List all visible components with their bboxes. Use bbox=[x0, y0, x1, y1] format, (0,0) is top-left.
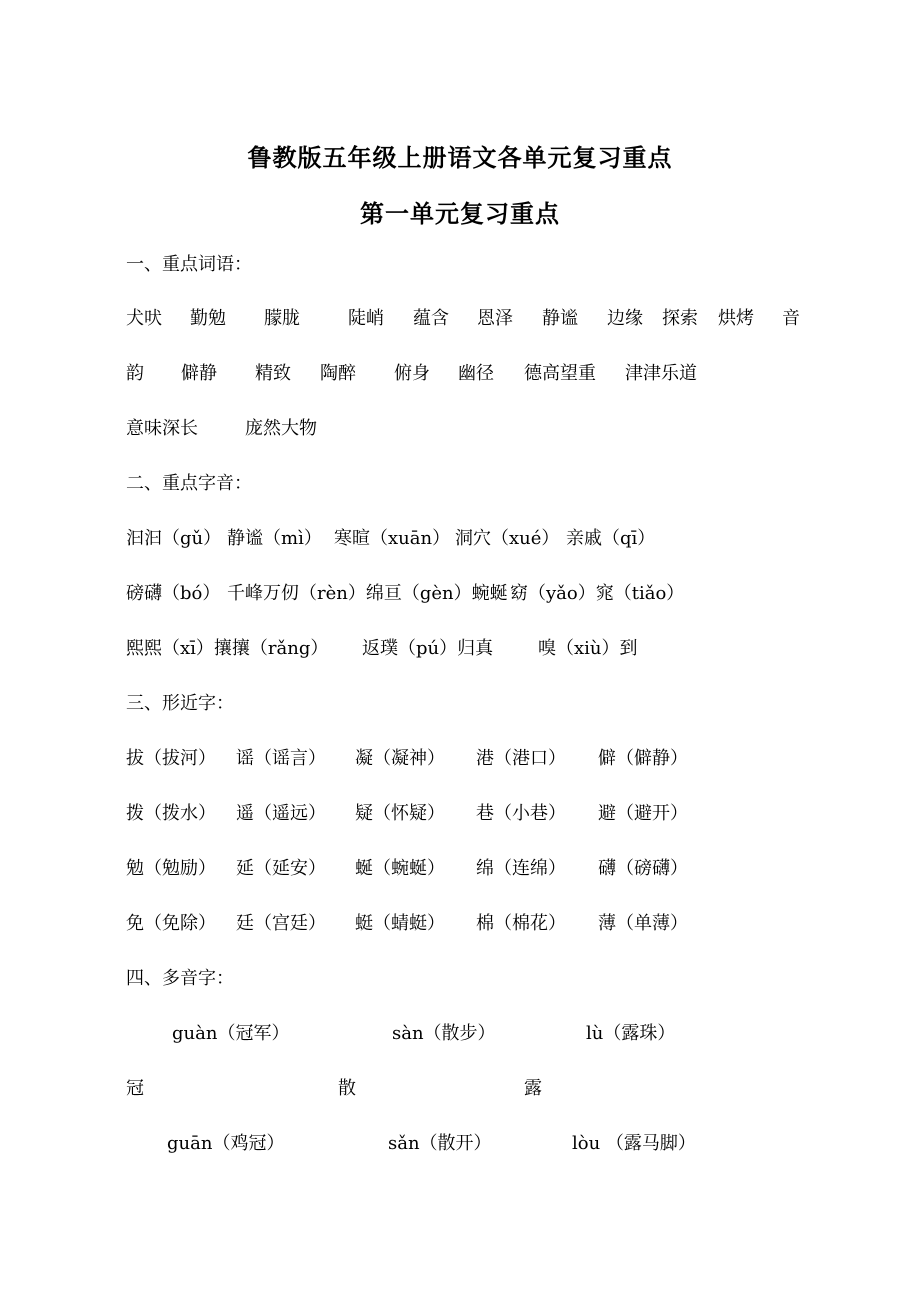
similar-char-item: 港（港口） bbox=[476, 748, 566, 769]
polyphone-char: 冠 bbox=[126, 1078, 144, 1099]
similar-char-item: 拨（拨水） bbox=[126, 803, 216, 824]
similar-char-item: 疑（怀疑） bbox=[355, 803, 445, 824]
polyphone-reading: lòu （露马脚） bbox=[572, 1133, 696, 1154]
word: 边缘 bbox=[607, 308, 643, 329]
word: 德高望重 bbox=[524, 363, 596, 384]
polyphone-char: 散 bbox=[338, 1078, 356, 1099]
similar-char-item: 勉（勉励） bbox=[126, 858, 216, 879]
similar-char-item: 礴（磅礴） bbox=[598, 858, 688, 879]
pronunciation-item: 嗅（xiù）到 bbox=[538, 638, 638, 659]
similar-char-item: 免（免除） bbox=[126, 913, 216, 934]
pronunciation-item: 千峰万仞（rèn）绵亘（gèn）蜿蜒 bbox=[227, 583, 508, 604]
section-heading-similar-chars: 三、形近字： bbox=[126, 693, 234, 714]
word: 俯身 bbox=[394, 363, 430, 384]
polyphone-reading: guàn（冠军） bbox=[172, 1023, 290, 1044]
document-title: 鲁教版五年级上册语文各单元复习重点 bbox=[247, 143, 673, 172]
similar-char-item: 棉（棉花） bbox=[476, 913, 566, 934]
word: 静谧 bbox=[542, 308, 578, 329]
pronunciation-item: 窈（yǎo）窕（tiǎo） bbox=[510, 583, 685, 604]
word: 恩泽 bbox=[477, 308, 513, 329]
pronunciation-item: 熙熙（xī）攘攘（rǎng） bbox=[126, 638, 329, 659]
polyphone-reading: sàn（散步） bbox=[392, 1023, 496, 1044]
pronunciation-item: 汩汩（gǔ） bbox=[126, 528, 222, 549]
polyphone-reading: sǎn（散开） bbox=[388, 1133, 492, 1154]
word: 韵 bbox=[126, 363, 144, 384]
similar-char-item: 遥（遥远） bbox=[236, 803, 326, 824]
word: 幽径 bbox=[458, 363, 494, 384]
section-heading-polyphones: 四、多音字： bbox=[126, 968, 234, 989]
similar-char-item: 蜓（蜻蜓） bbox=[355, 913, 445, 934]
word: 庞然大物 bbox=[245, 418, 317, 439]
section-heading-pronunciation: 二、重点字音： bbox=[126, 473, 252, 494]
section-heading-key-words: 一、重点词语： bbox=[126, 254, 252, 275]
word: 意味深长 bbox=[126, 418, 198, 439]
pronunciation-item: 返璞（pú）归真 bbox=[362, 638, 494, 659]
word: 音 bbox=[782, 308, 800, 329]
word: 蕴含 bbox=[413, 308, 449, 329]
pronunciation-item: 磅礴（bó） bbox=[126, 583, 221, 604]
similar-char-item: 避（避开） bbox=[598, 803, 688, 824]
polyphone-reading: lù（露珠） bbox=[586, 1023, 676, 1044]
polyphone-char: 露 bbox=[524, 1078, 542, 1099]
similar-char-item: 凝（凝神） bbox=[355, 748, 445, 769]
pronunciation-item: 静谧（mì） bbox=[227, 528, 322, 549]
polyphone-reading: guān（鸡冠） bbox=[167, 1133, 285, 1154]
unit-title: 第一单元复习重点 bbox=[360, 199, 560, 228]
word: 探索 bbox=[662, 308, 698, 329]
pronunciation-item: 洞穴（xué） bbox=[455, 528, 560, 549]
word: 朦胧 bbox=[264, 308, 300, 329]
similar-char-item: 谣（谣言） bbox=[236, 748, 326, 769]
word: 勤勉 bbox=[190, 308, 226, 329]
similar-char-item: 巷（小巷） bbox=[476, 803, 566, 824]
pronunciation-item: 寒暄（xuān） bbox=[334, 528, 451, 549]
word: 津津乐道 bbox=[625, 363, 697, 384]
similar-char-item: 延（延安） bbox=[236, 858, 326, 879]
similar-char-item: 僻（僻静） bbox=[598, 748, 688, 769]
pronunciation-item: 亲戚（qī） bbox=[566, 528, 656, 549]
similar-char-item: 绵（连绵） bbox=[476, 858, 566, 879]
similar-char-item: 廷（宫廷） bbox=[236, 913, 326, 934]
word: 陡峭 bbox=[348, 308, 384, 329]
word: 陶醉 bbox=[320, 363, 356, 384]
word: 犬吠 bbox=[126, 308, 162, 329]
similar-char-item: 拔（拔河） bbox=[126, 748, 216, 769]
similar-char-item: 薄（单薄） bbox=[598, 913, 688, 934]
similar-char-item: 蜒（蜿蜒） bbox=[355, 858, 445, 879]
word: 精致 bbox=[255, 363, 291, 384]
word: 僻静 bbox=[181, 363, 217, 384]
word: 烘烤 bbox=[718, 308, 754, 329]
